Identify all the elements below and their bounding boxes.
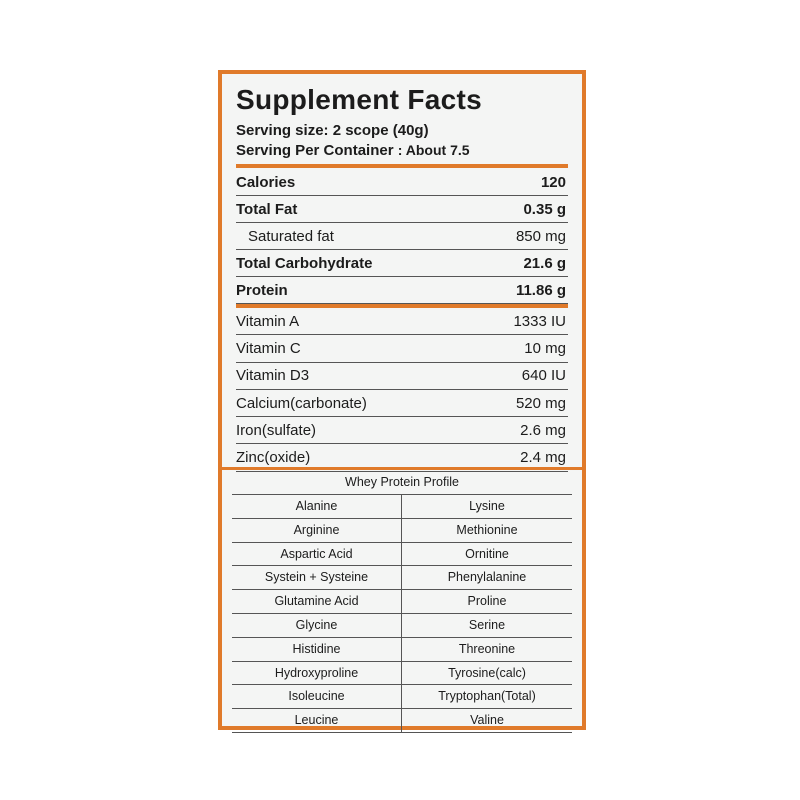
nutrient-row [236,308,568,335]
nutrient-amount: 10 mg [524,339,566,357]
nutrient-name: Vitamin C [236,339,301,357]
amino-acid-cell: Aspartic Acid [232,543,402,567]
amino-acid-cell: Glycine [232,614,402,638]
amino-acid-cell: Hydroxyproline [232,662,402,686]
nutrient-row [236,169,568,196]
amino-acid-cell: Tryptophan(Total) [402,685,572,709]
amino-acid-cell: Proline [402,590,572,614]
nutrient-row [236,250,568,277]
nutrient-name: Calories [236,173,296,191]
amino-acid-cell: Lysine [402,495,572,519]
nutrient-amount: 0.35 g [523,200,566,218]
amino-acid-cell: Ornitine [402,543,572,567]
servings-per-container-value: : About 7.5 [397,142,470,158]
whey-protein-profile [222,467,582,726]
nutrient-row [236,223,568,250]
nutrient-amount: 120 [540,173,566,191]
nutrient-row [236,277,568,304]
amino-acid-cell: Isoleucine [232,685,402,709]
amino-acid-cell: Arginine [232,519,402,543]
nutrient-name: Zinc(oxide) [236,449,311,467]
amino-acid-cell: Histidine [232,638,402,662]
nutrient-name: Calcium(carbonate) [236,394,367,412]
nutrient-amount: 850 mg [515,227,566,245]
nutrient-amount: 21.6 g [523,254,566,272]
macro-rows [236,169,568,304]
nutrient-name: Total Carbohydrate [236,254,373,272]
servings-per-container [236,142,470,159]
nutrient-name: Vitamin D3 [236,367,310,385]
nutrient-amount: 520 mg [515,394,566,412]
nutrient-row [236,335,568,362]
nutrient-amount: 2.6 mg [520,421,566,439]
amino-acid-cell: Methionine [402,519,572,543]
amino-acid-grid [232,495,572,733]
top-thick-rule [236,164,568,168]
amino-acid-cell: Valine [402,709,572,733]
nutrient-amount: 1333 IU [513,312,566,330]
nutrient-name: Iron(sulfate) [236,421,317,439]
profile-title: Whey Protein Profile [232,470,572,495]
micro-rows [236,308,568,472]
nutrient-amount: 11.86 g [515,281,566,299]
serving-size: Serving size: 2 scope (40g) [236,122,429,139]
servings-per-container-label: Serving Per Container [236,142,394,159]
nutrient-row [236,417,568,444]
label-title: Supplement Facts [236,84,482,115]
amino-acid-cell: Glutamine Acid [232,590,402,614]
nutrient-name: Vitamin A [236,312,300,330]
supplement-facts-label [218,70,586,730]
amino-acid-cell: Systein + Systeine [232,566,402,590]
nutrient-row [236,363,568,390]
amino-acid-cell: Leucine [232,709,402,733]
amino-acid-cell: Alanine [232,495,402,519]
amino-acid-cell: Phenylalanine [402,566,572,590]
nutrient-amount: 640 IU [521,367,566,385]
nutrient-name: Saturated fat [248,227,334,245]
nutrient-row [236,196,568,223]
nutrient-table [236,169,568,472]
nutrient-row [236,390,568,417]
amino-acid-cell: Tyrosine(calc) [402,662,572,686]
nutrient-amount: 2.4 mg [520,449,566,467]
nutrient-name: Total Fat [236,200,298,218]
amino-acid-cell: Serine [402,614,572,638]
nutrient-name: Protein [236,281,288,299]
amino-acid-cell: Threonine [402,638,572,662]
